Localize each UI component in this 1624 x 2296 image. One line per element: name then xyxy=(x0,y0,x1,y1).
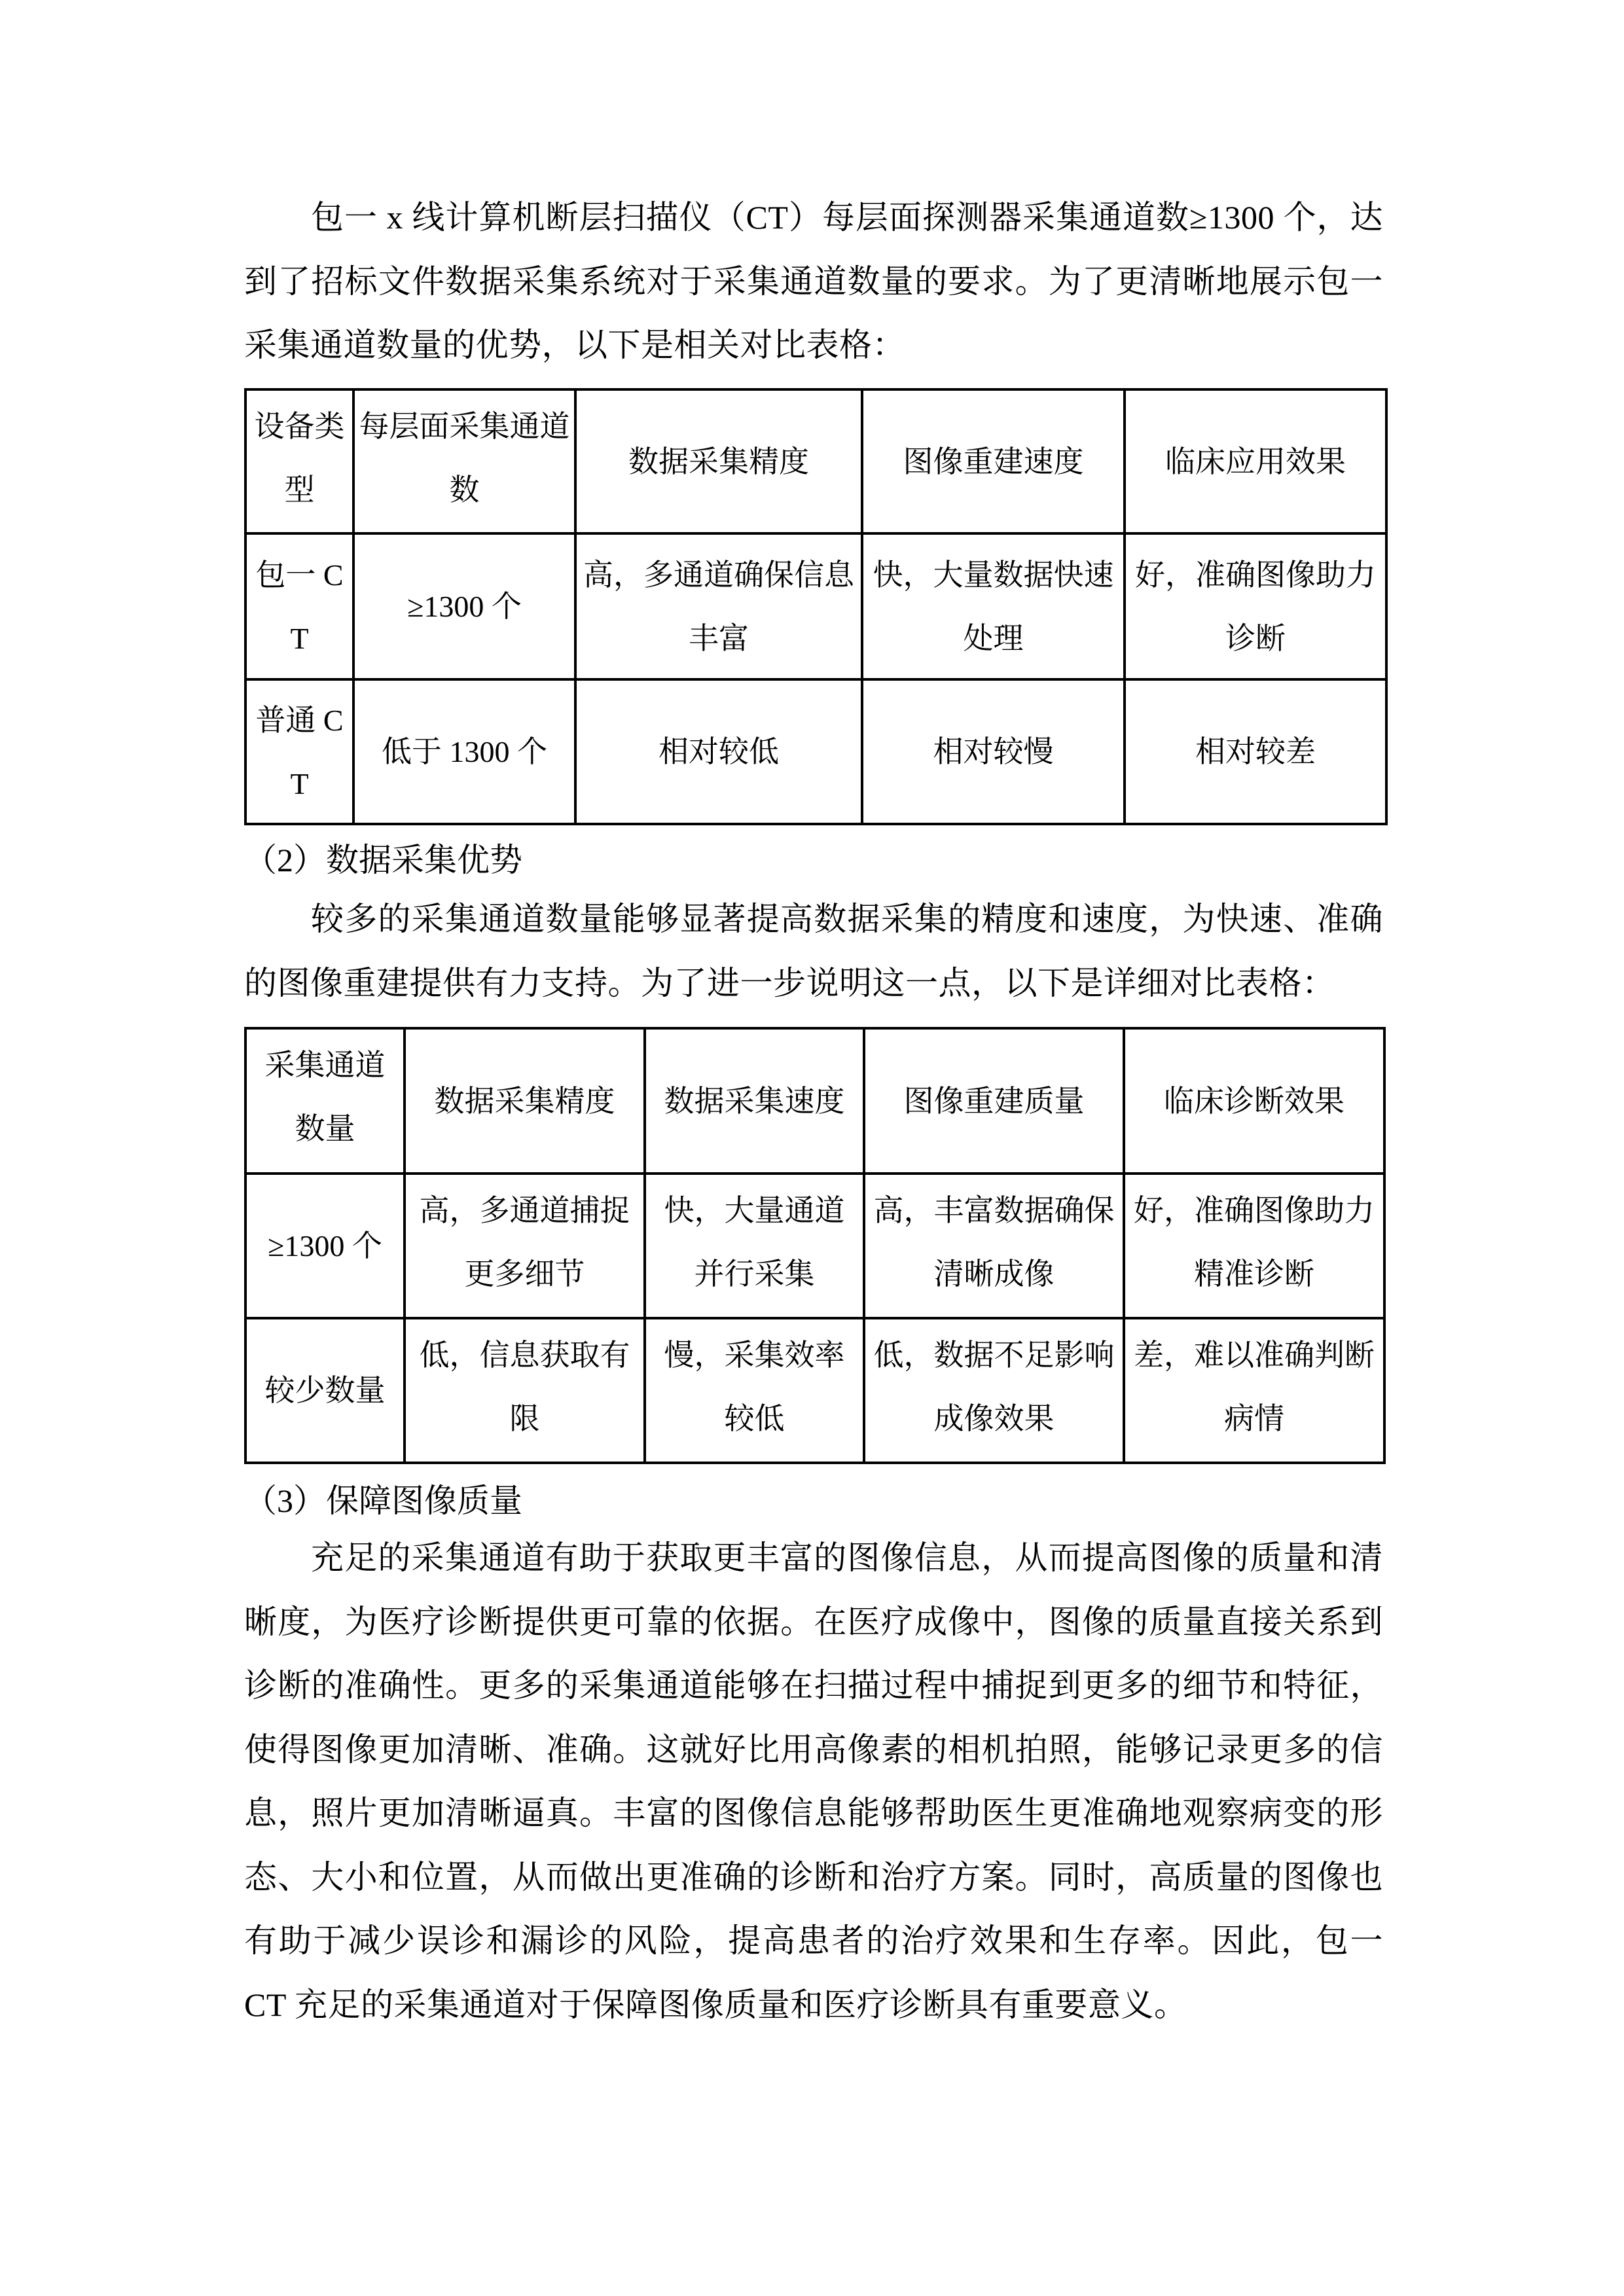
table-header-cell: 设备类型 xyxy=(245,389,353,533)
table-cell: 相对较慢 xyxy=(862,679,1125,824)
table-row xyxy=(245,1318,1384,1463)
table-header-cell: 数据采集速度 xyxy=(645,1028,864,1174)
table-cell: 较少数量 xyxy=(245,1318,405,1463)
table-header-row xyxy=(245,1028,1384,1174)
table-cell: 低于 1300 个 xyxy=(353,679,575,824)
table-header-cell: 图像重建速度 xyxy=(862,389,1125,533)
section-2-paragraph: 较多的采集通道数量能够显著提高数据采集的精度和速度，为快速、准确的图像重建提供有力支持。为了进一步说明这一点，以下是详细对比表格： xyxy=(244,901,1383,1001)
table-header-cell: 临床应用效果 xyxy=(1125,389,1386,533)
table-cell: 高，丰富数据确保清晰成像 xyxy=(864,1174,1124,1318)
table-header-cell: 采集通道数量 xyxy=(245,1028,405,1174)
table-cell: 快，大量数据快速处理 xyxy=(862,533,1125,679)
table-row xyxy=(245,679,1386,824)
table-cell: 高，多通道确保信息丰富 xyxy=(575,533,862,679)
section-3-paragraph: 充足的采集通道有助于获取更丰富的图像信息，从而提高图像的质量和清晰度，为医疗诊断提供更可靠的依据。在医疗成像中，图像的质量直接关系到诊断的准确性。更多的采集通道能够在扫描过程中捕捉到更多的细节和特征，使得图像更加清晰、准确。这就好比用高像素的相机拍照，能够记录更多的信息，照片更加清晰逼真。丰富的图像信息能够帮助医生更准确地观察病变的形态、大小和位置，从而做出更准确的诊断和治疗方案。同时，高质量的图像也有助于减少误诊和漏诊的风险，提高患者的治疗效果和生存率。因此，包一 CT 充足的采集通道对于保障图像质量和医疗诊断具有重要意义。 xyxy=(244,1539,1383,2023)
table-header-cell: 每层面采集通道数 xyxy=(353,389,575,533)
table-cell: 好，准确图像助力诊断 xyxy=(1125,533,1386,679)
table-header-cell: 数据采集精度 xyxy=(575,389,862,533)
comparison-table-channel-count xyxy=(244,1027,1386,1464)
table-cell: 普通 CT xyxy=(245,679,353,824)
table-cell: 相对较低 xyxy=(575,679,862,824)
section-3-heading: （3）保障图像质量 xyxy=(244,1482,522,1519)
table-cell: 相对较差 xyxy=(1125,679,1386,824)
table-row xyxy=(245,1174,1384,1318)
table-header-row xyxy=(245,389,1386,533)
table-cell: 慢，采集效率较低 xyxy=(645,1318,864,1463)
table-cell: 低，数据不足影响成像效果 xyxy=(864,1318,1124,1463)
table-cell: ≥1300 个 xyxy=(245,1174,405,1318)
table-cell: 高，多通道捕捉更多细节 xyxy=(405,1174,645,1318)
intro-paragraph: 包一 x 线计算机断层扫描仪（CT）每层面探测器采集通道数≥1300 个，达到了招标文件数据采集系统对于采集通道数量的要求。为了更清晰地展示包一采集通道数量的优势，以下是相关对比表格： xyxy=(244,199,1383,363)
table-header-cell: 临床诊断效果 xyxy=(1124,1028,1384,1174)
table-cell: 好，准确图像助力精准诊断 xyxy=(1124,1174,1384,1318)
table-cell: 低，信息获取有限 xyxy=(405,1318,645,1463)
comparison-table-ct-types xyxy=(244,388,1388,825)
table-cell: 快，大量通道并行采集 xyxy=(645,1174,864,1318)
table-cell: ≥1300 个 xyxy=(353,533,575,679)
table-row xyxy=(245,533,1386,679)
section-2-heading: （2）数据采集优势 xyxy=(244,842,522,878)
table-header-cell: 图像重建质量 xyxy=(864,1028,1124,1174)
table-cell: 差，难以准确判断病情 xyxy=(1124,1318,1384,1463)
table-header-cell: 数据采集精度 xyxy=(405,1028,645,1174)
table-cell: 包一 CT xyxy=(245,533,353,679)
